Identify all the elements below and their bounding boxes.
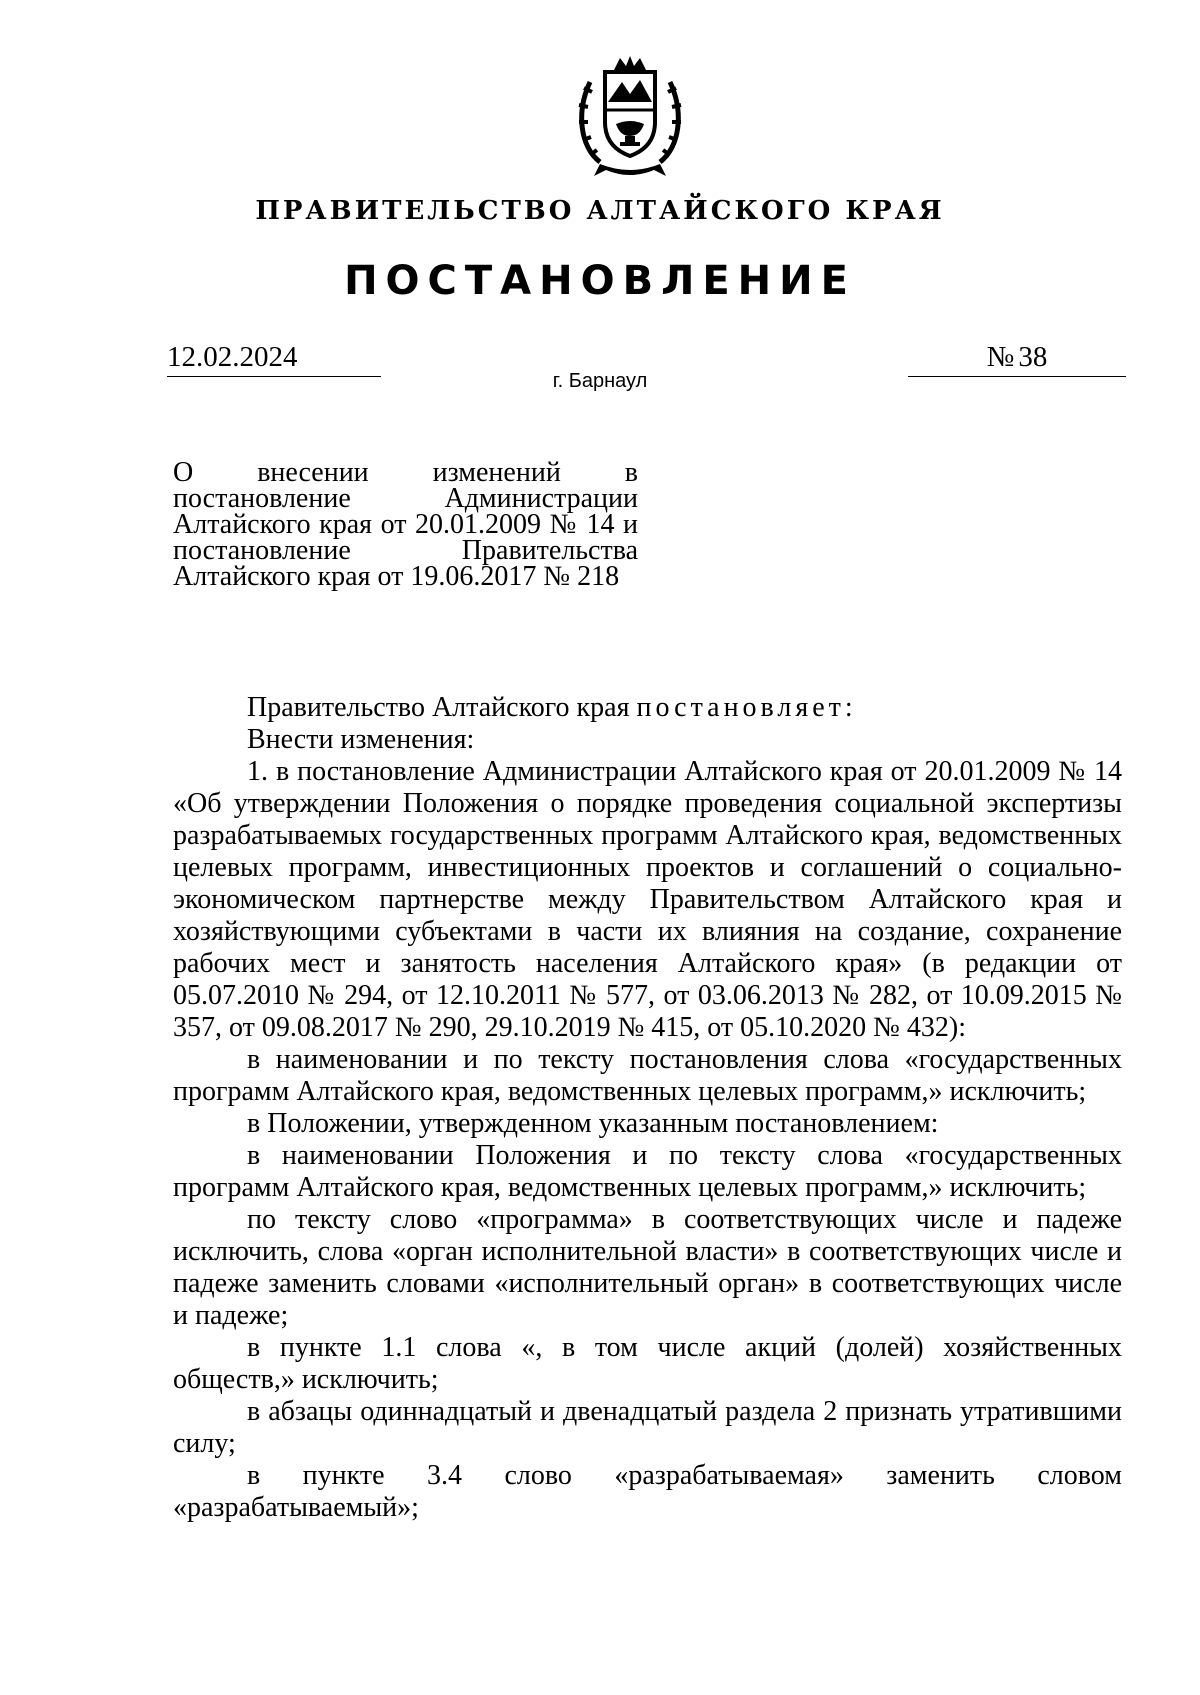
body-paragraph: в Положении, утвержденном указанным постановлением: [247,1108,939,1139]
body-paragraph: 1. в постановление Администрации Алтайского края от 20.01.2009 № 14 «Об утверждении Положения о порядке проведения социальной экспертизы разрабатываемых государственных программ Алтайского края, ведомственных целевых программ, инвестиционных проектов и соглашений о социально-экономическом партнерстве между Правительством Алтайского края и хозяйствующими субъектами в части их влияния на создание, сохранение рабочих мест и занятость населения Алтайского края» (в редакции от 05.07.2010 № 294, от 12.10.2011 № 577, от 03.06.2013 № 282, от 10.09.2015 № 357, от 09.08.2017 № 290, 29.10.2019 № 415, от 05.10.2020 № 432): [173,756,1122,1043]
body-paragraph: Внести изменения: [247,724,475,755]
body-paragraph: в абзацы одиннадцатый и двенадцатый раздела 2 признать утратившими силу; [173,1396,1122,1459]
organization-name: ПРАВИТЕЛЬСТВО АЛТАЙСКОГО КРАЯ [255,196,945,226]
preamble-resolves: постановляет: [636,692,857,723]
subject-line: постановление Администрации [173,483,638,514]
preamble-text: Правительство Алтайского края [247,692,637,723]
subject-line: постановление Правительства [173,535,638,566]
city-name: г. Барнаул [552,370,648,392]
body-paragraph: в пункте 1.1 слова «, в том числе акций (долей) хозяйственных обществ,» исключить; [173,1332,1122,1395]
subject-line: Алтайского края от 20.01.2009 № 14 и [173,509,638,540]
preamble-paragraph [173,692,1122,724]
subject-line: О внесении изменений в [173,457,638,488]
subject-line: Алтайского края от 19.06.2017 № 218 [173,561,620,592]
number-sign: № [986,341,1015,373]
body-paragraph: в наименовании Положения и по тексту слова «государственных программ Алтайского края, ведомственных целевых программ,» исключить; [173,1140,1122,1203]
body-paragraph: в наименовании и по тексту постановления слова «государственных программ Алтайского края, ведомственных целевых программ,» исключить; [173,1044,1122,1107]
body-paragraph: в пункте 3.4 слово «разрабатываемая» заменить словом «разрабатываемый»; [173,1460,1122,1523]
body-paragraph: по тексту слово «программа» в соответствующих числе и падеже исключить, слова «орган исполнительной власти» в соответствующих числе и падеже заменить словами «исполнительный орган» в соответствующих числе и падеже; [173,1204,1122,1331]
document-body [173,692,1122,1524]
document-type-title: ПОСТАНОВЛЕНИЕ [344,258,856,304]
coat-of-arms-icon [570,52,690,180]
document-subject [173,457,638,592]
number-value: 38 [1018,341,1048,373]
document-date: 12.02.2024 [167,340,381,377]
